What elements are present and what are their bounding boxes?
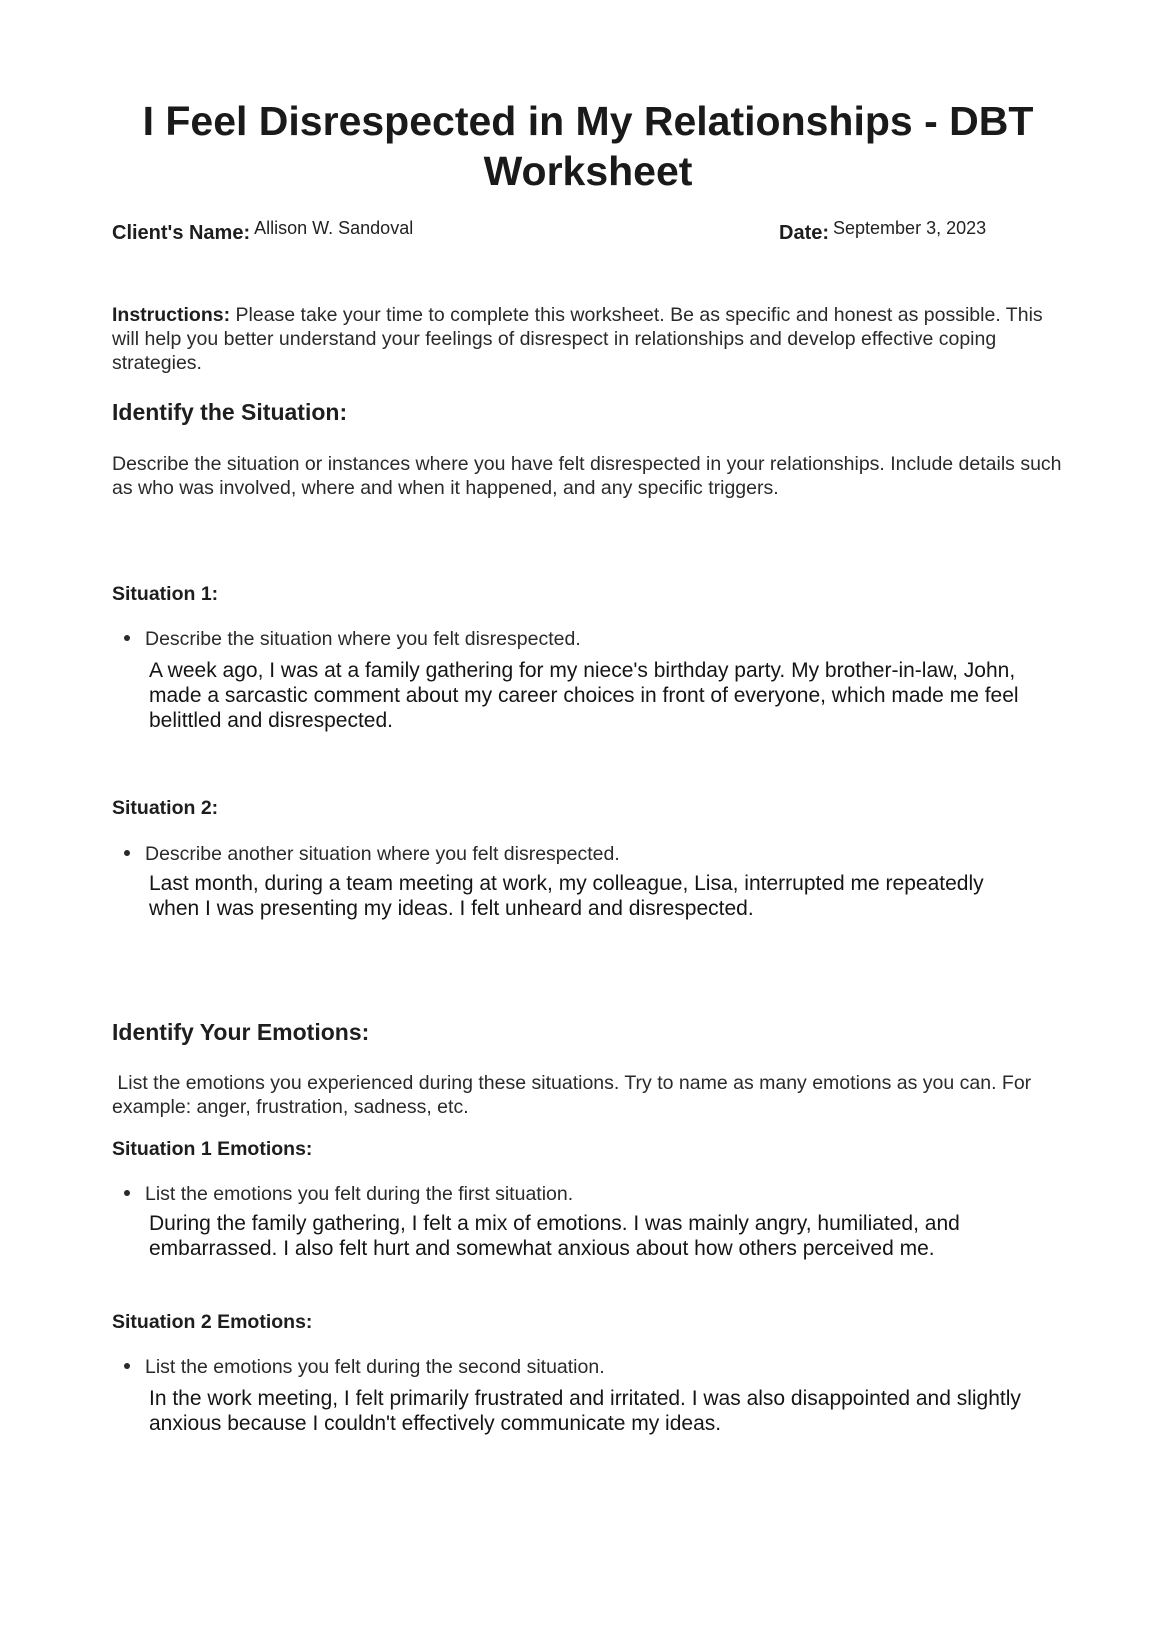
bullet-icon (124, 1363, 130, 1369)
situation-1-answer: A week ago, I was at a family gathering for my niece's birthday party. My brother-in-law, John, made a sarcastic comment about my career choices in front of everyone, which made me feel belittled and disrespected. (149, 659, 1019, 732)
situation-1-prompt-text: Describe the situation where you felt disrespected. (145, 628, 581, 650)
bullet-icon (124, 850, 130, 856)
situation-2-prompt (124, 842, 1054, 866)
emotions-1-answer: During the family gathering, I felt a mix of emotions. I was mainly angry, humiliated, and embarrassed. I also felt hurt and somewhat anxious about how others perceived me. (149, 1212, 960, 1260)
date-value: September 3, 2023 (833, 218, 987, 238)
emotions-1-prompt (124, 1182, 1054, 1206)
date-label: Date: (779, 222, 830, 244)
instructions-label: Instructions: (112, 304, 231, 326)
emotions-2-answer: In the work meeting, I felt primarily frustrated and irritated. I was also disappointed and slightly anxious because I couldn't effectively communicate my ideas. (149, 1387, 1021, 1435)
situation-2-heading: Situation 2: (112, 797, 219, 819)
situation-2-prompt-text: Describe another situation where you felt disrespected. (145, 843, 620, 865)
client-info-row (112, 218, 1064, 252)
page-title: I Feel Disrespected in My Relationships - DBT Worksheet (142, 98, 1034, 194)
bullet-icon (124, 635, 130, 641)
date-field (779, 218, 987, 245)
client-name-field (112, 218, 414, 245)
bullet-icon (124, 1190, 130, 1196)
client-name-value: Allison W. Sandoval (254, 218, 414, 238)
emotions-1-prompt-text: List the emotions you felt during the first situation. (145, 1183, 574, 1205)
emotions-2-prompt-text: List the emotions you felt during the second situation. (145, 1356, 605, 1378)
situation-1-heading: Situation 1: (112, 583, 219, 605)
section-heading-emotions: Identify Your Emotions: (112, 1019, 370, 1045)
situation-1-prompt (124, 627, 1054, 651)
client-name-label: Client's Name: (112, 222, 251, 244)
emotions-description: List the emotions you experienced during these situations. Try to name as many emotions as you can. For example: anger, frustration, sadness, etc. (112, 1072, 1037, 1118)
instructions (112, 303, 1064, 375)
section-heading-situation: Identify the Situation: (112, 399, 348, 425)
emotions-2-prompt (124, 1355, 1054, 1379)
emotions-2-heading: Situation 2 Emotions: (112, 1311, 313, 1333)
emotions-1-heading: Situation 1 Emotions: (112, 1138, 313, 1160)
instructions-text: Please take your time to complete this worksheet. Be as specific and honest as possible. This will help you better understand your feelings of disrespect in relationships and develop effective coping strategies. (112, 304, 1043, 374)
situation-description: Describe the situation or instances where you have felt disrespected in your relationships. Include details such as who was involved, where and when it happened, and any specific triggers. (112, 453, 1062, 499)
situation-2-answer: Last month, during a team meeting at work, my colleague, Lisa, interrupted me repeatedly when I was presenting my ideas. I felt unheard and disrespected. (149, 872, 984, 920)
